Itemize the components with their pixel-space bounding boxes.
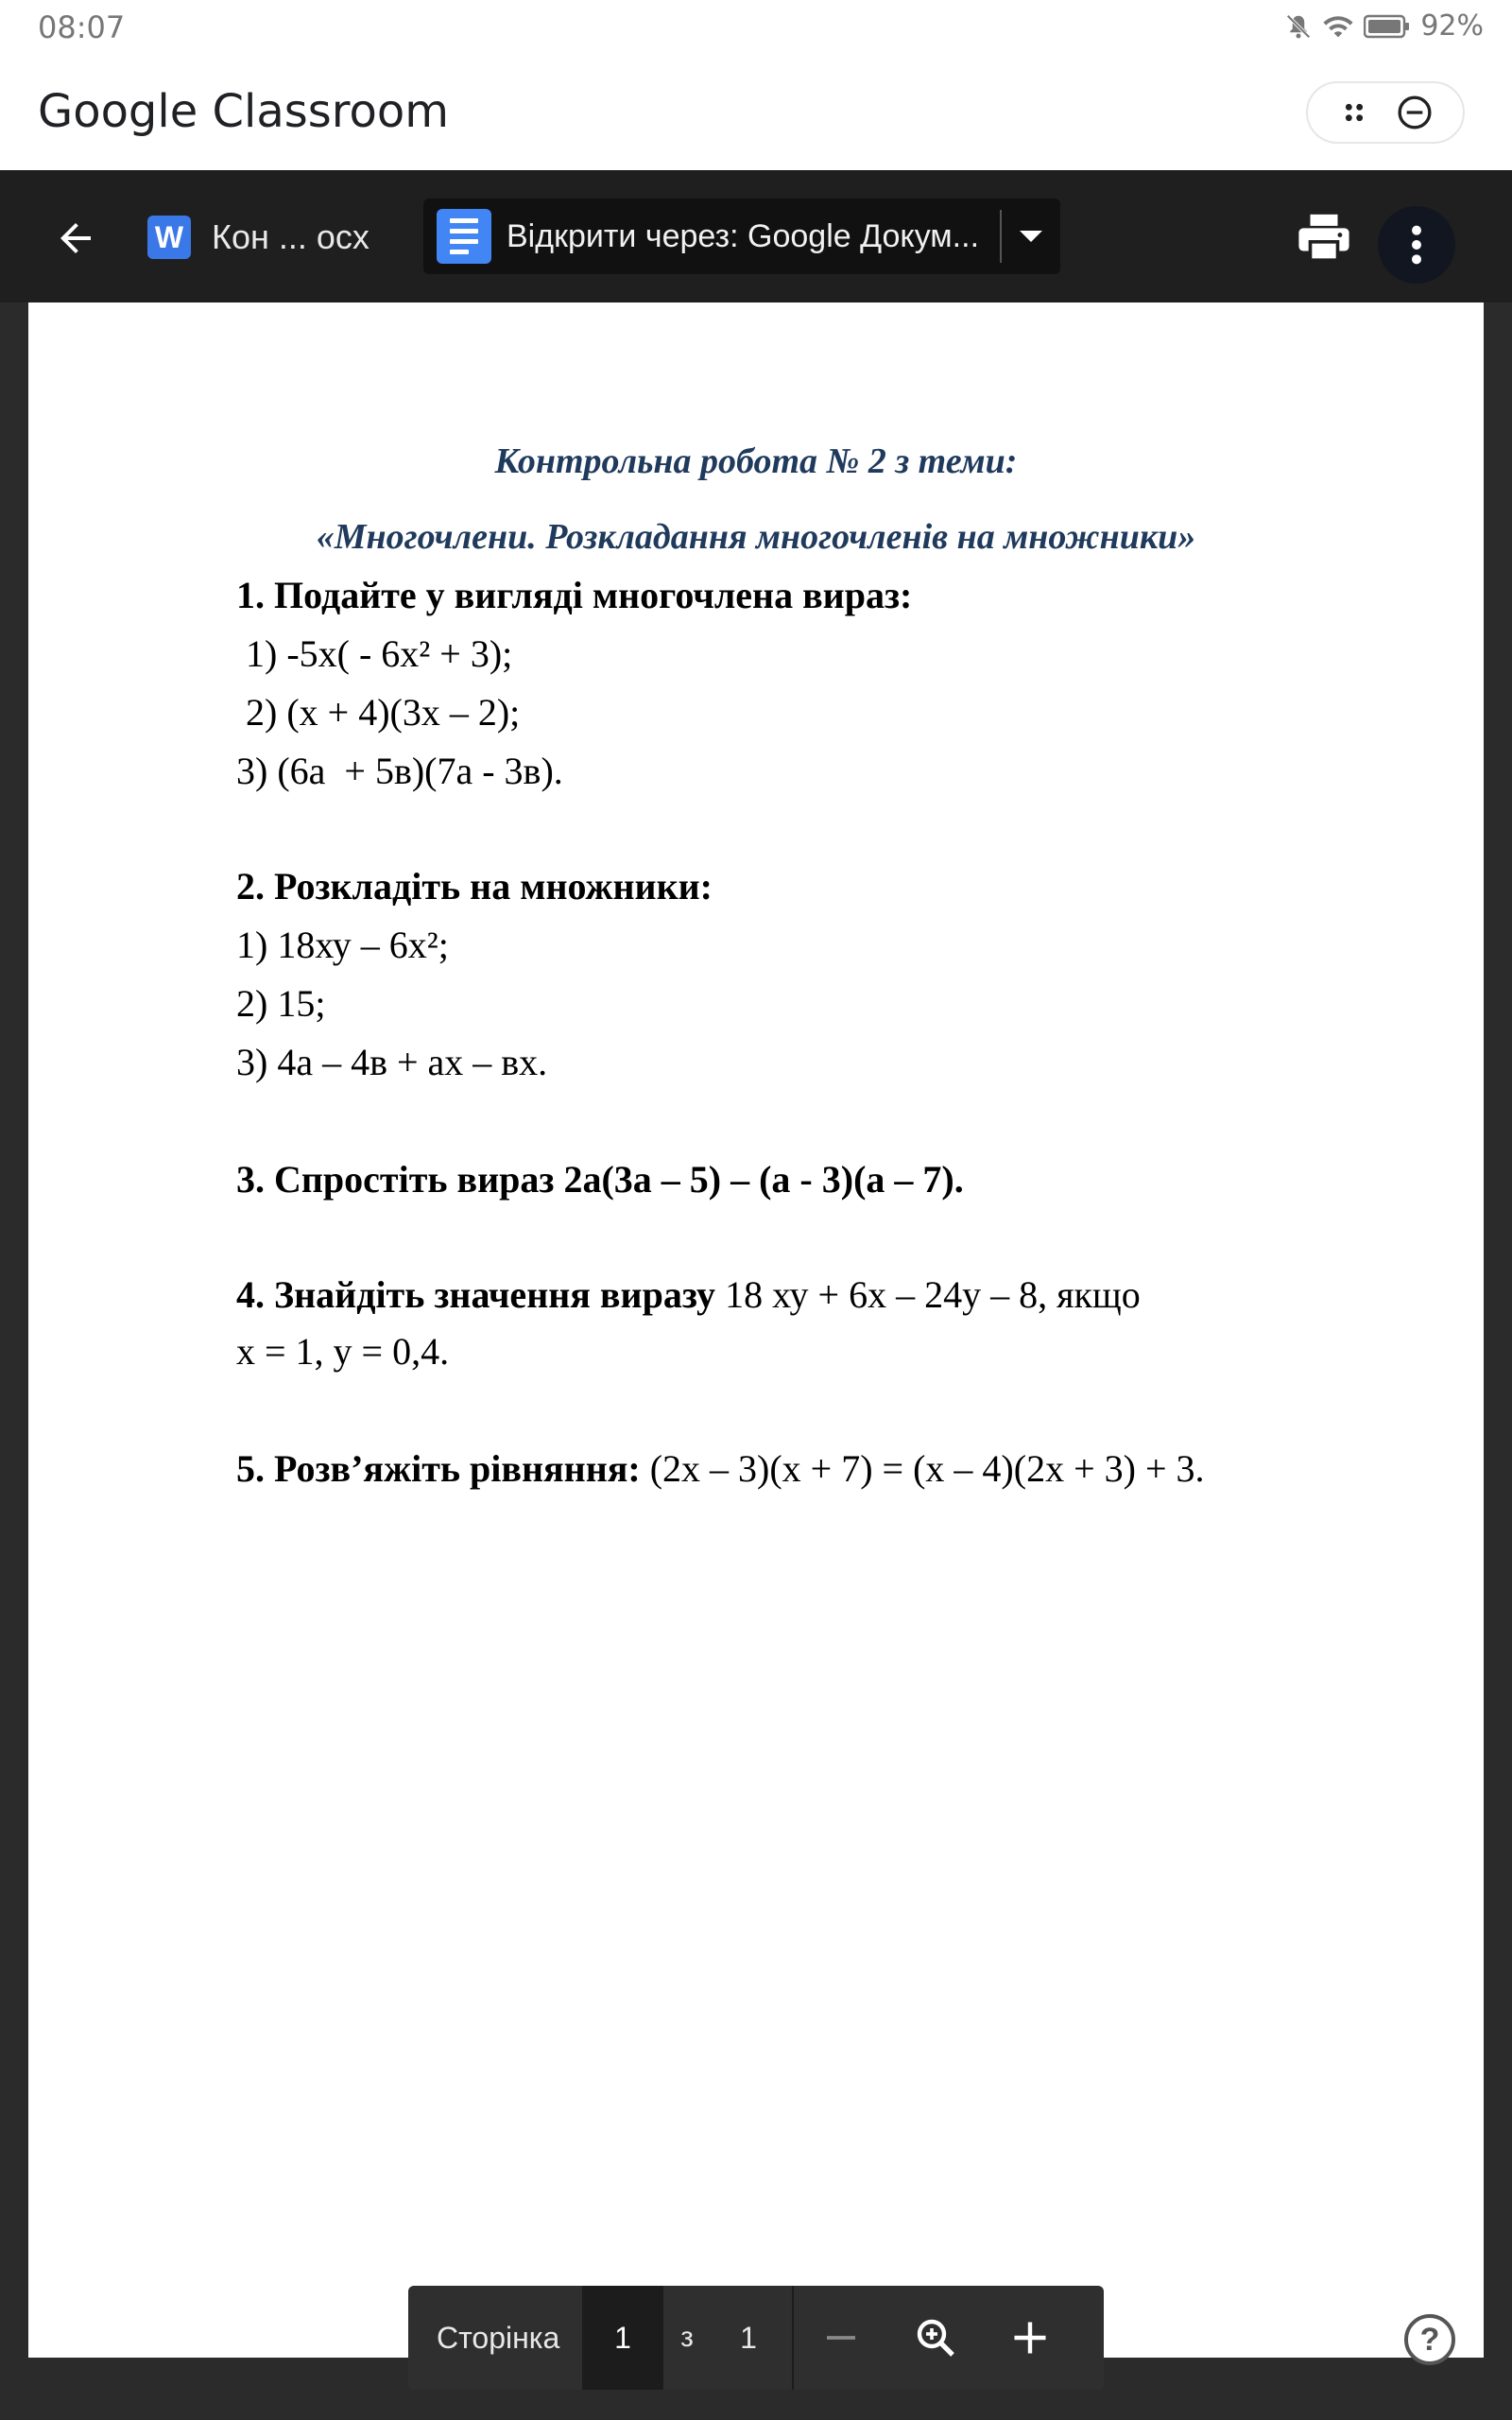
status-bar xyxy=(0,0,1512,59)
more-options-button[interactable] xyxy=(1378,206,1455,284)
battery-percent: 92% xyxy=(1420,9,1484,43)
print-button[interactable] xyxy=(1291,204,1357,270)
more-vert-icon xyxy=(1407,223,1426,267)
doc-title-line-1: Контрольна робота № 2 з теми: xyxy=(494,441,1018,481)
bell-off-icon xyxy=(1284,12,1313,41)
word-file-icon: W xyxy=(147,216,191,259)
open-with-dropdown[interactable] xyxy=(1002,199,1060,274)
open-with-button[interactable] xyxy=(423,199,1060,274)
task1-item-3: 3) (6а + 5в)(7а - 3в). xyxy=(236,750,563,792)
battery-icon xyxy=(1364,13,1411,40)
task4-line-2: х = 1, у = 0,4. xyxy=(236,1330,450,1373)
current-page-input[interactable]: 1 xyxy=(582,2286,663,2390)
wifi-icon xyxy=(1322,12,1354,41)
file-name-chip[interactable] xyxy=(147,216,369,259)
total-pages: 1 xyxy=(740,2320,757,2355)
app-title: Google Classroom xyxy=(38,85,449,138)
zoom-icon xyxy=(913,2315,958,2360)
app-header xyxy=(0,59,1512,170)
doc-title-line-2: «Многочлени. Розкладання многочленів на множники» xyxy=(316,517,1196,557)
task1-heading: 1. Подайте у вигляді многочлена вираз: xyxy=(236,574,913,616)
task4-line-1 xyxy=(236,1272,1141,1317)
plus-icon xyxy=(1009,2317,1051,2359)
back-button[interactable] xyxy=(49,212,102,265)
document-page xyxy=(28,302,1484,2358)
viewer-toolbar xyxy=(0,170,1512,302)
help-button[interactable]: ? xyxy=(1404,2314,1455,2365)
page-label: Сторінка xyxy=(437,2320,560,2355)
printer-icon xyxy=(1297,212,1351,263)
task2-item-2: 2) 15; xyxy=(236,982,326,1025)
task5-line xyxy=(236,1446,1205,1491)
window-controls xyxy=(1306,81,1465,144)
file-name: Кон ... осх xyxy=(212,217,369,256)
task4-expression: 18 ху + 6х – 24у – 8, якщо xyxy=(715,1273,1141,1316)
task4-heading: 4. Знайдіть значення виразу xyxy=(236,1273,716,1316)
status-time: 08:07 xyxy=(38,9,126,45)
minimize-icon[interactable] xyxy=(1396,94,1434,131)
zoom-reset-button[interactable] xyxy=(888,2286,983,2390)
task2-item-3: 3) 4а – 4в + ах – вх. xyxy=(236,1041,548,1083)
task5-expression: (2х – 3)(х + 7) = (х – 4)(2х + 3) + 3. xyxy=(640,1447,1205,1490)
task2-item-1: 1) 18ху – 6х²; xyxy=(236,924,449,966)
task5-heading: 5. Розв’яжіть рівняння: xyxy=(236,1447,641,1490)
open-with-label: Відкрити через: Google Докум... xyxy=(507,217,980,254)
task1-item-1: 1) -5х( - 6х² + 3); xyxy=(236,632,513,675)
document-viewer xyxy=(0,170,1512,2420)
caret-down-icon xyxy=(1018,229,1044,244)
task1-item-2: 2) (х + 4)(3х – 2); xyxy=(236,691,521,734)
zoom-out-button[interactable] xyxy=(794,2286,888,2390)
minus-icon xyxy=(822,2319,860,2357)
google-docs-icon xyxy=(437,209,491,264)
status-icons xyxy=(1284,9,1484,43)
task2-heading: 2. Розкладіть на множники: xyxy=(236,865,713,908)
split-view-icon[interactable] xyxy=(1338,96,1370,129)
page-controls xyxy=(408,2286,1104,2390)
zoom-in-button[interactable] xyxy=(983,2286,1077,2390)
page-of-label: з xyxy=(680,2322,694,2353)
arrow-left-icon xyxy=(53,216,98,261)
task3-text: 3. Спростіть вираз 2а(3а – 5) – (а - 3)(а – 7). xyxy=(236,1158,964,1201)
